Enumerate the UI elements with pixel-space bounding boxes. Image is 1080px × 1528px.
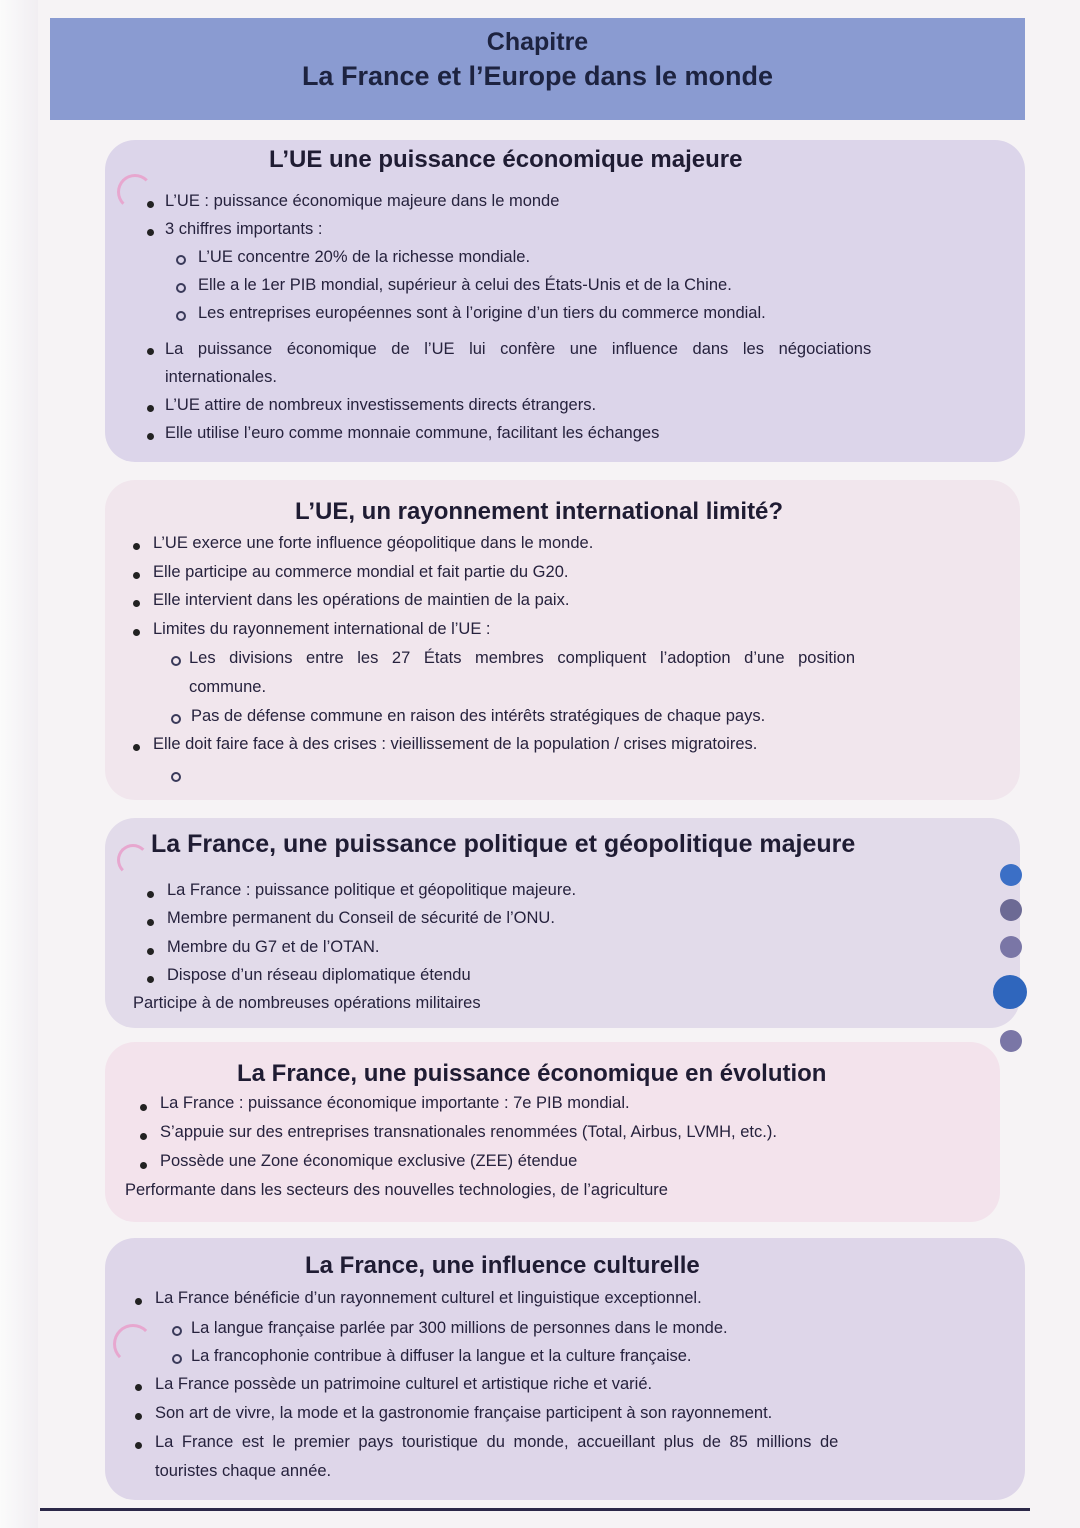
- list-item: La francophonie contribue à diffuser la langue et la culture française.: [191, 1347, 692, 1365]
- chapter-title: La France et l’Europe dans le monde: [301, 61, 774, 91]
- section-france-economic-power: [105, 1042, 1000, 1222]
- list-item: Pas de défense commune en raison des intérêts stratégiques de chaque pays.: [191, 707, 766, 725]
- list-item: La France : puissance politique et géopolitique majeure.: [167, 881, 577, 899]
- decorative-dot-icon: [1000, 1030, 1022, 1052]
- section-title: L’UE, un rayonnement international limité?: [295, 498, 784, 525]
- list-item: touristes chaque année.: [155, 1462, 332, 1480]
- page-bottom-rule: [40, 1508, 1030, 1511]
- bullet-icon: [140, 1104, 147, 1111]
- list-item: S’appuie sur des entreprises transnationales renommées (Total, Airbus, LVMH, etc.).: [160, 1123, 777, 1141]
- sub-bullet-icon: [176, 311, 186, 321]
- bullet-icon: [135, 1413, 142, 1420]
- bullet-icon: [147, 891, 154, 898]
- list-item: La France possède un patrimoine culturel et artistique riche et varié.: [155, 1375, 653, 1393]
- list-item: Limites du rayonnement international de l’UE :: [153, 620, 491, 638]
- bullet-icon: [133, 543, 140, 550]
- list-item: 3 chiffres importants :: [165, 220, 323, 238]
- decorative-swirl-icon: [113, 1324, 153, 1364]
- list-item: Elle a le 1er PIB mondial, supérieur à celui des États-Unis et de la Chine.: [198, 276, 732, 294]
- decorative-swirl-icon: [117, 844, 149, 876]
- list-item: La France bénéficie d’un rayonnement culturel et linguistique exceptionnel.: [155, 1289, 702, 1307]
- bullet-icon: [135, 1442, 142, 1449]
- chapter-header: [50, 18, 1025, 120]
- list-item: La puissance économique de l’UE lui confère une influence dans les négociations: [165, 340, 872, 358]
- list-item: internationales.: [165, 368, 277, 386]
- section-ue-economic-power: [105, 140, 1025, 462]
- bullet-icon: [147, 433, 154, 440]
- sub-bullet-icon: [172, 1354, 182, 1364]
- bullet-icon: [147, 405, 154, 412]
- sub-bullet-icon: [176, 283, 186, 293]
- sub-bullet-icon: [171, 714, 181, 724]
- bullet-icon: [147, 948, 154, 955]
- list-item: Possède une Zone économique exclusive (ZEE) étendue: [160, 1152, 578, 1170]
- list-item: Les divisions entre les 27 États membres compliquent l’adoption d’une position: [189, 649, 855, 667]
- list-item: La France est le premier pays touristique du monde, accueillant plus de 85 millions de: [155, 1433, 839, 1451]
- list-item: Les entreprises européennes sont à l’origine d’un tiers du commerce mondial.: [198, 304, 766, 322]
- bullet-icon: [133, 600, 140, 607]
- bullet-icon: [147, 976, 154, 983]
- list-item: L’UE concentre 20% de la richesse mondiale.: [198, 248, 531, 266]
- bullet-icon: [133, 572, 140, 579]
- section-ue-international-influence: [105, 480, 1020, 800]
- decorative-dot-icon: [1000, 899, 1022, 921]
- list-item: Elle doit faire face à des crises : vieillissement de la population / crises migratoires.: [153, 735, 758, 753]
- section-title: L’UE une puissance économique majeure: [269, 146, 743, 173]
- sub-bullet-icon: [176, 255, 186, 265]
- list-item: Membre du G7 et de l’OTAN.: [167, 938, 380, 956]
- bullet-icon: [133, 744, 140, 751]
- bullet-icon: [147, 229, 154, 236]
- list-item: Membre permanent du Conseil de sécurité de l’ONU.: [167, 909, 555, 927]
- list-item: Elle intervient dans les opérations de maintien de la paix.: [153, 591, 570, 609]
- list-item: L’UE exerce une forte influence géopolitique dans le monde.: [153, 534, 594, 552]
- list-item: La langue française parlée par 300 millions de personnes dans le monde.: [191, 1319, 728, 1337]
- list-item: Elle utilise l’euro comme monnaie commune, facilitant les échanges: [165, 424, 660, 442]
- page-edge: [0, 0, 38, 1528]
- list-item: Elle participe au commerce mondial et fait partie du G20.: [153, 563, 569, 581]
- list-item: commune.: [189, 678, 267, 696]
- list-item: Son art de vivre, la mode et la gastronomie française participent à son rayonnement.: [155, 1404, 773, 1422]
- list-item: Performante dans les secteurs des nouvelles technologies, de l’agriculture: [125, 1181, 668, 1199]
- list-item: L’UE : puissance économique majeure dans le monde: [165, 192, 560, 210]
- decorative-dot-icon: [1000, 936, 1022, 958]
- bullet-icon: [147, 201, 154, 208]
- section-title: La France, une puissance politique et géopolitique majeure: [151, 830, 856, 858]
- sub-bullet-icon: [172, 1326, 182, 1336]
- section-title: La France, une puissance économique en évolution: [237, 1060, 827, 1087]
- list-item: Participe à de nombreuses opérations militaires: [133, 994, 481, 1012]
- list-item: L’UE attire de nombreux investissements directs étrangers.: [165, 396, 597, 414]
- section-title: La France, une influence culturelle: [305, 1252, 700, 1279]
- bullet-icon: [133, 629, 140, 636]
- bullet-icon: [147, 919, 154, 926]
- bullet-icon: [147, 348, 154, 355]
- chapter-label: Chapitre: [486, 28, 589, 56]
- bullet-icon: [140, 1162, 147, 1169]
- decorative-dot-icon: [1000, 864, 1022, 886]
- sub-bullet-icon: [171, 656, 181, 666]
- decorative-dot-icon: [993, 975, 1027, 1009]
- list-item: Dispose d’un réseau diplomatique étendu: [167, 966, 471, 984]
- section-france-cultural-influence: [105, 1238, 1025, 1500]
- bullet-icon: [135, 1384, 142, 1391]
- list-item: La France : puissance économique importante : 7e PIB mondial.: [160, 1094, 630, 1112]
- bullet-icon: [140, 1133, 147, 1140]
- bullet-icon: [135, 1298, 142, 1305]
- empty-sub-bullet-icon: [171, 772, 181, 782]
- section-france-geopolitical-power: [105, 818, 1020, 1028]
